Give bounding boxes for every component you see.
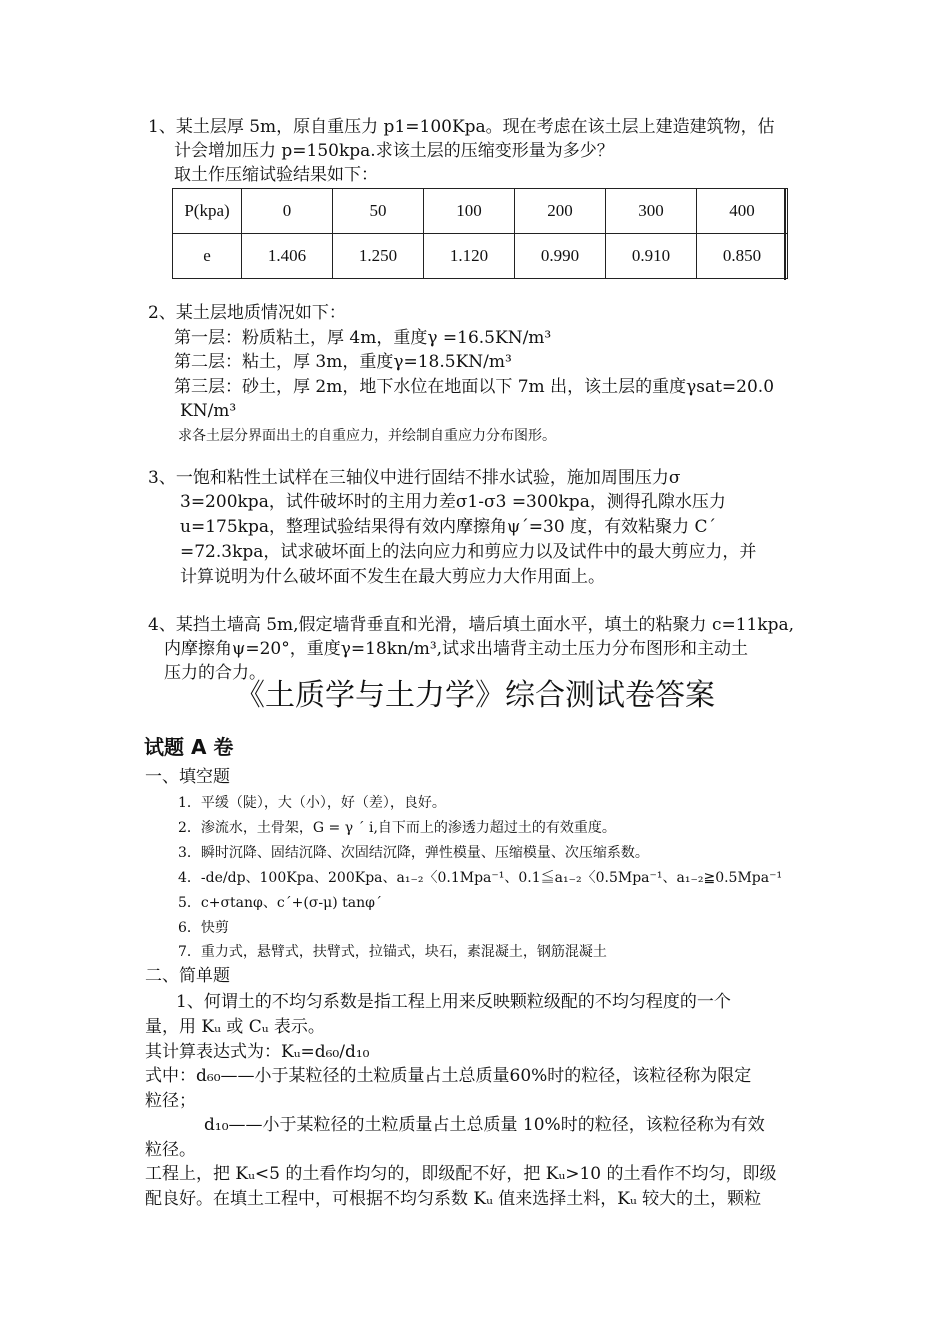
q4-line-1: 4、某挡土墙高 5m,假定墙背垂直和光滑，墙后填土面水平，填土的粘聚力 c=11kpa, bbox=[148, 615, 795, 635]
table-cell: 1.120 bbox=[424, 234, 515, 279]
q3-line-4: =72.3kpa，试求破坏面上的法向应力和剪应力以及试件中的最大剪应力，并 bbox=[180, 542, 757, 562]
table-border bbox=[784, 188, 786, 280]
table-cell: 1.406 bbox=[242, 234, 333, 279]
table-cell: 0 bbox=[242, 189, 333, 234]
compression-test-table bbox=[172, 188, 788, 279]
q2-line-6: 求各土层分界面出土的自重应力，并绘制自重应力分布图形。 bbox=[178, 428, 556, 444]
table-cell: 0.910 bbox=[606, 234, 697, 279]
answer-7: 7．重力式，悬臂式，扶臂式，拉锚式，块石，素混凝土，钢筋混凝土 bbox=[178, 944, 607, 960]
section-fill-blank: 一、填空题 bbox=[145, 767, 230, 787]
table-cell: 0.990 bbox=[515, 234, 606, 279]
table-cell: 100 bbox=[424, 189, 515, 234]
q4-line-3: 压力的合力。 bbox=[164, 663, 266, 683]
table-cell: e bbox=[173, 234, 242, 279]
short-answer-line: 其计算表达式为：Kᵤ=d₆₀/d₁₀ bbox=[145, 1042, 370, 1062]
table-row bbox=[173, 189, 788, 234]
answer-2: 2．渗流水，土骨架，G = γ ´ i,自下而上的渗透力超过土的有效重度。 bbox=[178, 820, 616, 836]
q3-line-1: 3、一饱和粘性土试样在三轴仪中进行固结不排水试验，施加周围压力σ bbox=[148, 468, 681, 488]
answer-6: 6．快剪 bbox=[178, 920, 229, 936]
table-cell: 0.850 bbox=[697, 234, 788, 279]
short-answer-line: 配良好。在填土工程中，可根据不均匀系数 Kᵤ 值来选择土料，Kᵤ 较大的土，颗粒 bbox=[145, 1189, 762, 1209]
short-answer-line: 工程上，把 Kᵤ<5 的土看作均匀的，即级配不好，把 Kᵤ>10 的土看作不均匀，即级 bbox=[145, 1164, 777, 1184]
q2-line-2: 第一层：粉质粘土，厚 4m，重度γ =16.5KN/m³ bbox=[174, 328, 552, 348]
table-cell: 200 bbox=[515, 189, 606, 234]
table-cell: 1.250 bbox=[333, 234, 424, 279]
short-answer-line: 量，用 Kᵤ 或 Cᵤ 表示。 bbox=[145, 1017, 325, 1037]
short-answer-line: 式中：d₆₀——小于某粒径的土粒质量占土总质量60%时的粒径，该粒径称为限定 bbox=[145, 1066, 752, 1086]
answer-5: 5．c+σtanφ、c´+(σ-μ) tanφ´ bbox=[178, 895, 382, 911]
q2-line-5: KN/m³ bbox=[180, 401, 237, 421]
table-cell: 400 bbox=[697, 189, 788, 234]
answer-subtitle: 试题 A 卷 bbox=[144, 735, 234, 759]
table-cell: P(kpa) bbox=[173, 189, 242, 234]
q1-line-2: 计会增加压力 p=150kpa.求该土层的压缩变形量为多少？ bbox=[174, 141, 614, 161]
short-answer-line: 1、何谓土的不均匀系数是指工程上用来反映颗粒级配的不均匀程度的一个 bbox=[176, 992, 731, 1012]
short-answer-line: 粒径； bbox=[145, 1091, 196, 1111]
answer-3: 3．瞬时沉降、固结沉降、次固结沉降，弹性模量、压缩模量、次压缩系数。 bbox=[178, 845, 649, 861]
answer-4: 4．-de/dp、100Kpa、200Kpa、a₁₋₂〈0.1Mpa⁻¹、0.1≦a₁₋₂〈0.5Mpa⁻¹、a₁₋₂≧0.5Mpa⁻¹ bbox=[178, 870, 783, 886]
answer-1: 1．平缓（陡），大（小），好（差），良好。 bbox=[178, 795, 446, 811]
q1-line-3: 取土作压缩试验结果如下： bbox=[174, 165, 378, 185]
q2-line-4: 第三层：砂土，厚 2m，地下水位在地面以下 7m 出，该土层的重度γsat=20.0 bbox=[174, 377, 775, 397]
short-answer-line: 粒径。 bbox=[145, 1140, 196, 1160]
section-short-answer: 二、简单题 bbox=[145, 966, 230, 986]
q2-line-3: 第二层：粘土，厚 3m，重度γ=18.5KN/m³ bbox=[174, 352, 512, 372]
q3-line-2: 3=200kpa，试件破坏时的主用力差σ1-σ3 =300kpa，测得孔隙水压力 bbox=[180, 492, 726, 512]
q3-line-3: u=175kpa，整理试验结果得有效内摩擦角ψ´=30 度，有效粘聚力 C´ bbox=[180, 517, 716, 537]
q3-line-5: 计算说明为什么破坏面不发生在最大剪应力大作用面上。 bbox=[180, 567, 605, 587]
short-answer-line: d₁₀——小于某粒径的土粒质量占土总质量 10%时的粒径，该粒径称为有效 bbox=[204, 1115, 765, 1135]
q2-line-1: 2、某土层地质情况如下： bbox=[148, 303, 346, 323]
q1-line-1: 1、某土层厚 5m，原自重压力 p1=100Kpa。现在考虑在该土层上建造建筑物，估 bbox=[148, 117, 775, 137]
answer-title: 《土质学与土力学》综合测试卷答案 bbox=[235, 678, 715, 713]
table-cell: 300 bbox=[606, 189, 697, 234]
table-row bbox=[173, 234, 788, 279]
table-cell: 50 bbox=[333, 189, 424, 234]
q4-line-2: 内摩擦角ψ=20°，重度γ=18kn/m³,试求出墙背主动土压力分布图形和主动土 bbox=[164, 639, 749, 659]
